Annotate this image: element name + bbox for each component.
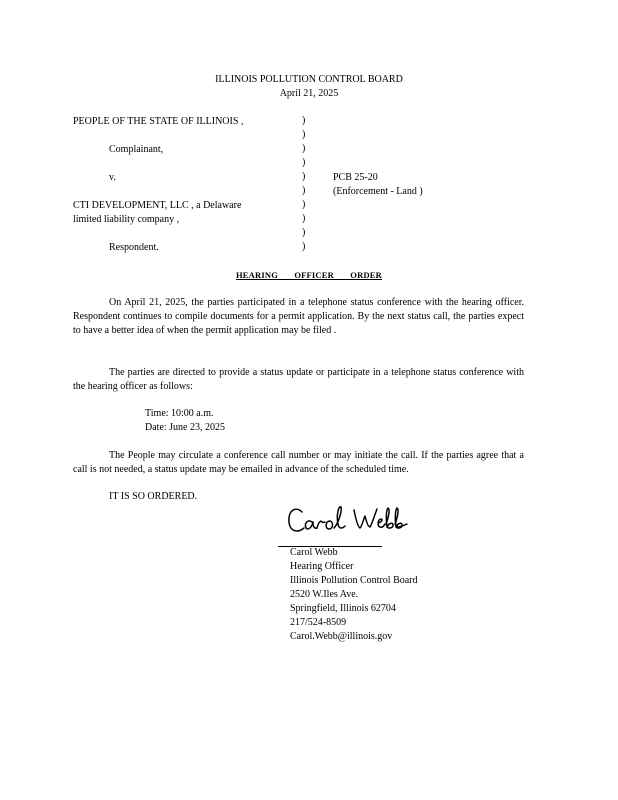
order-paragraph-1 — [73, 296, 524, 337]
signer-address: 2520 W.Iles Ave. — [290, 589, 359, 600]
bracket-char: ) — [302, 171, 306, 182]
signer-city: Springfield, Illinois 62704 — [290, 603, 396, 614]
signer-phone: 217/524-8509 — [290, 617, 347, 628]
signer-email: Carol.Webb@illinois.gov — [290, 631, 393, 642]
respondent-label: Respondent. — [109, 242, 159, 253]
bracket-char: ) — [302, 157, 306, 168]
order-paragraph-2 — [73, 366, 524, 394]
bracket-char: ) — [302, 143, 306, 154]
signature-block — [290, 546, 418, 644]
handwritten-signature — [286, 502, 412, 540]
plaintiff-name: PEOPLE OF THE STATE OF ILLINOIS , — [73, 116, 244, 127]
bracket-char: ) — [302, 115, 306, 126]
bracket-char: ) — [302, 199, 306, 210]
board-name: ILLINOIS POLLUTION CONTROL BOARD — [215, 74, 403, 85]
closing-statement: IT IS SO ORDERED. — [109, 491, 198, 502]
versus-label: v. — [109, 172, 116, 183]
signer-name: Carol Webb — [290, 547, 338, 558]
case-number: PCB 25-20 — [333, 172, 378, 183]
paragraph-1-text: On April 21, 2025, the parties participated in a telephone status conference with the hearing officer. Respondent continues to compile documents for a permit application. By the next status call, the parties expect to have a better idea of when the permit application may be filed . — [73, 297, 524, 336]
paragraph-3-text: The People may circulate a conference call number or may initiate the call. If the parties agree that a call is not needed, a status update may be emailed in advance of the scheduled time. — [73, 450, 524, 475]
caption-bracket — [302, 114, 312, 254]
signer-title: Hearing Officer — [290, 561, 354, 572]
bracket-char: ) — [302, 129, 306, 140]
defendant-description: limited liability company , — [73, 214, 180, 225]
signer-organization: Illinois Pollution Control Board — [290, 575, 418, 586]
paragraph-2-text: The parties are directed to provide a status update or participate in a telephone status conference with the hearing officer as follows: — [73, 367, 524, 392]
defendant-name: CTI DEVELOPMENT, LLC , a Delaware — [73, 200, 242, 211]
schedule-time: Time: 10:00 a.m. — [145, 408, 214, 419]
bracket-char: ) — [302, 227, 306, 238]
case-type: (Enforcement - Land ) — [333, 186, 423, 197]
bracket-char: ) — [302, 185, 306, 196]
complainant-label: Complainant, — [109, 144, 164, 155]
order-title: HEARING OFFICER ORDER — [235, 270, 382, 280]
order-date: April 21, 2025 — [279, 88, 339, 99]
order-paragraph-3 — [73, 449, 524, 477]
bracket-char: ) — [302, 213, 306, 224]
bracket-char: ) — [302, 241, 306, 252]
schedule-date: Date: June 23, 2025 — [145, 422, 225, 433]
